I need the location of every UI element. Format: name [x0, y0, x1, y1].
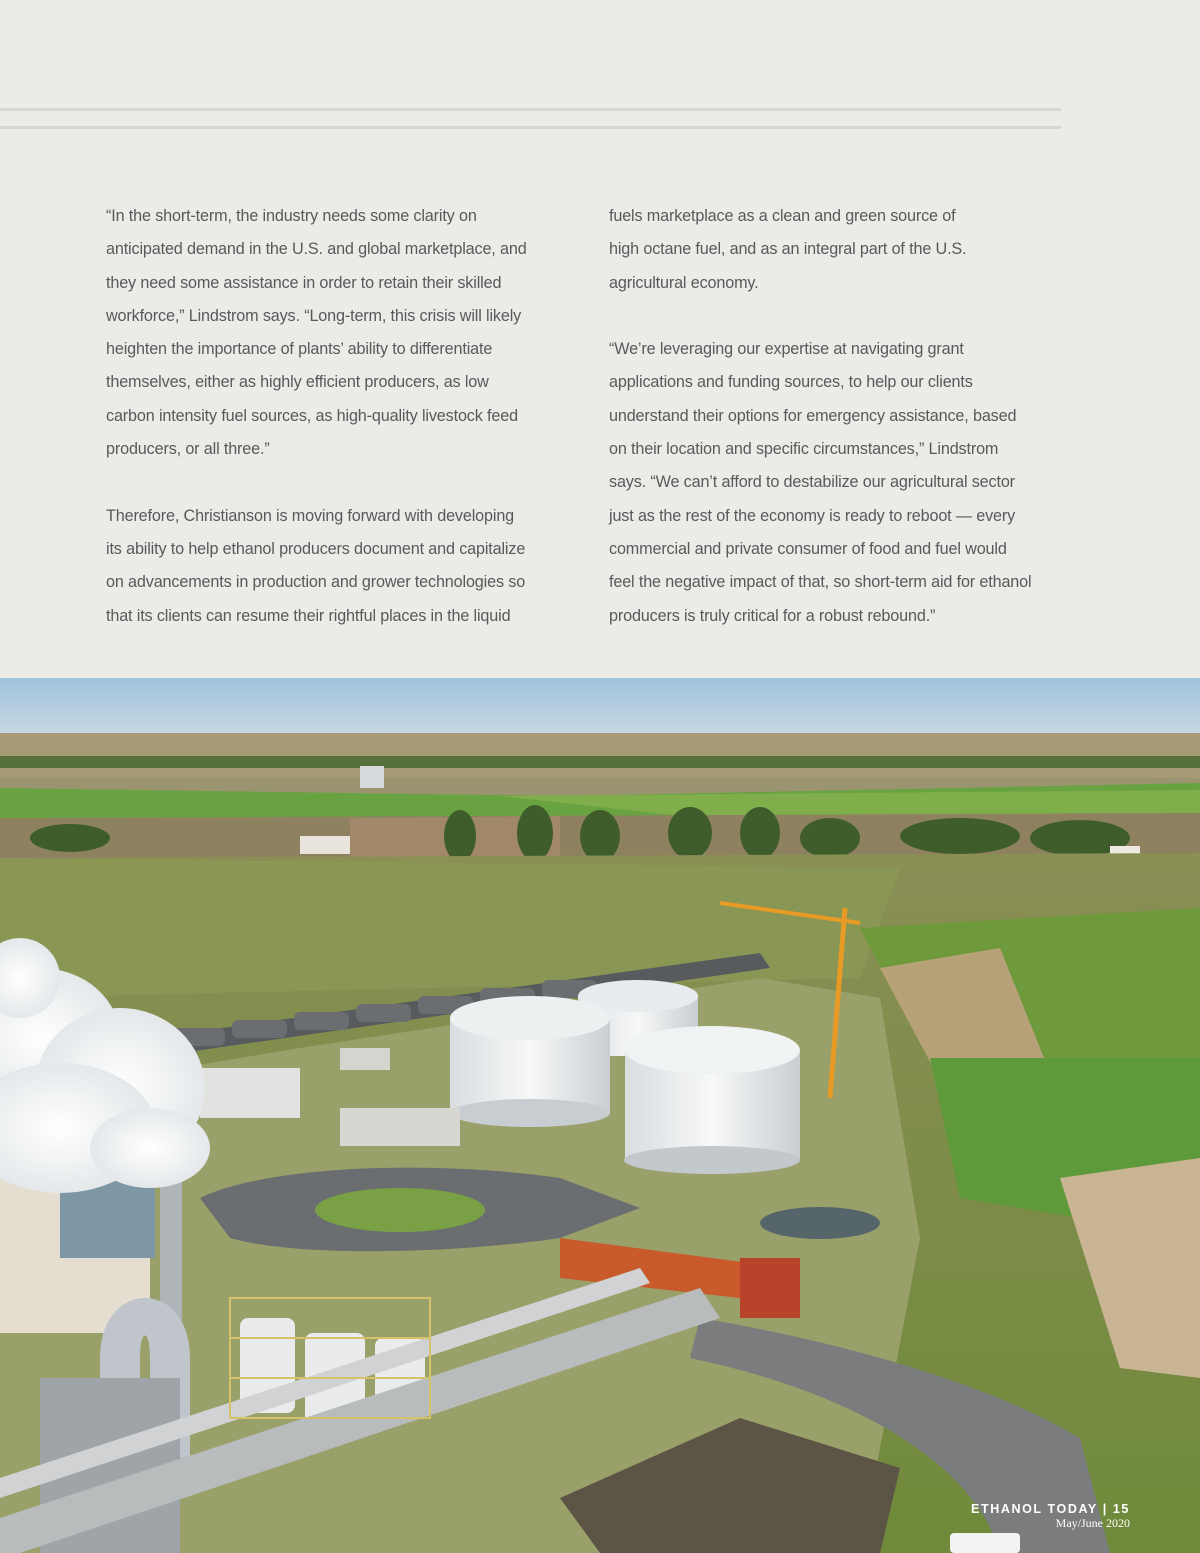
article-paragraph [106, 200, 566, 466]
issue-date: May/June 2020 [1055, 1516, 1130, 1530]
text-line: producers, or all three.” [106, 440, 270, 459]
header-rule-bottom [0, 126, 1061, 129]
text-line: high octane fuel, and as an integral part of the U.S. [609, 240, 967, 259]
text-line: “We’re leveraging our expertise at navigating grant [609, 340, 964, 359]
text-line: just as the rest of the economy is ready to reboot — every [609, 506, 1016, 525]
text-line: agricultural economy. [609, 273, 759, 292]
text-line: commercial and private consumer of food and fuel would [609, 539, 1007, 558]
paragraph-spacer [106, 466, 566, 499]
text-line: they need some assistance in order to retain their skilled [106, 273, 502, 292]
text-line: its ability to help ethanol producers document and capitalize [106, 539, 526, 558]
text-line: themselves, either as highly efficient producers, as low [106, 373, 489, 392]
article-paragraph [609, 333, 1069, 633]
ethanol-plant-aerial-photo [0, 678, 1200, 1553]
paragraph-spacer [609, 300, 1069, 333]
publication-page-number: ETHANOL TODAY | 15 [971, 1502, 1130, 1516]
text-line: workforce,” Lindstrom says. “Long-term, this crisis will likely [106, 306, 522, 325]
text-line: says. “We can’t afford to destabilize our agricultural sector [609, 473, 1015, 492]
text-line: heighten the importance of plants’ ability to differentiate [106, 340, 493, 359]
article-paragraph [106, 500, 566, 633]
text-line: on advancements in production and grower technologies so [106, 573, 526, 592]
text-line: carbon intensity fuel sources, as high-quality livestock feed [106, 406, 518, 425]
article-column-right [609, 200, 1069, 633]
text-line: Therefore, Christianson is moving forward with developing [106, 506, 515, 525]
text-line: producers is truly critical for a robust rebound.” [609, 606, 936, 625]
text-line: applications and funding sources, to help our clients [609, 373, 973, 392]
text-line: on their location and specific circumstances,” Lindstrom [609, 440, 999, 459]
article-paragraph [609, 200, 1069, 300]
text-line: fuels marketplace as a clean and green source of [609, 207, 956, 225]
header-rule-top [0, 108, 1061, 111]
text-line: “In the short-term, the industry needs some clarity on [106, 207, 477, 225]
text-line: feel the negative impact of that, so short-term aid for ethanol [609, 573, 1032, 592]
text-line: anticipated demand in the U.S. and global marketplace, and [106, 240, 527, 259]
article-column-left [106, 200, 566, 633]
text-line: that its clients can resume their rightful places in the liquid [106, 606, 511, 625]
text-line: understand their options for emergency assistance, based [609, 406, 1017, 425]
page-footer [971, 1502, 1130, 1530]
